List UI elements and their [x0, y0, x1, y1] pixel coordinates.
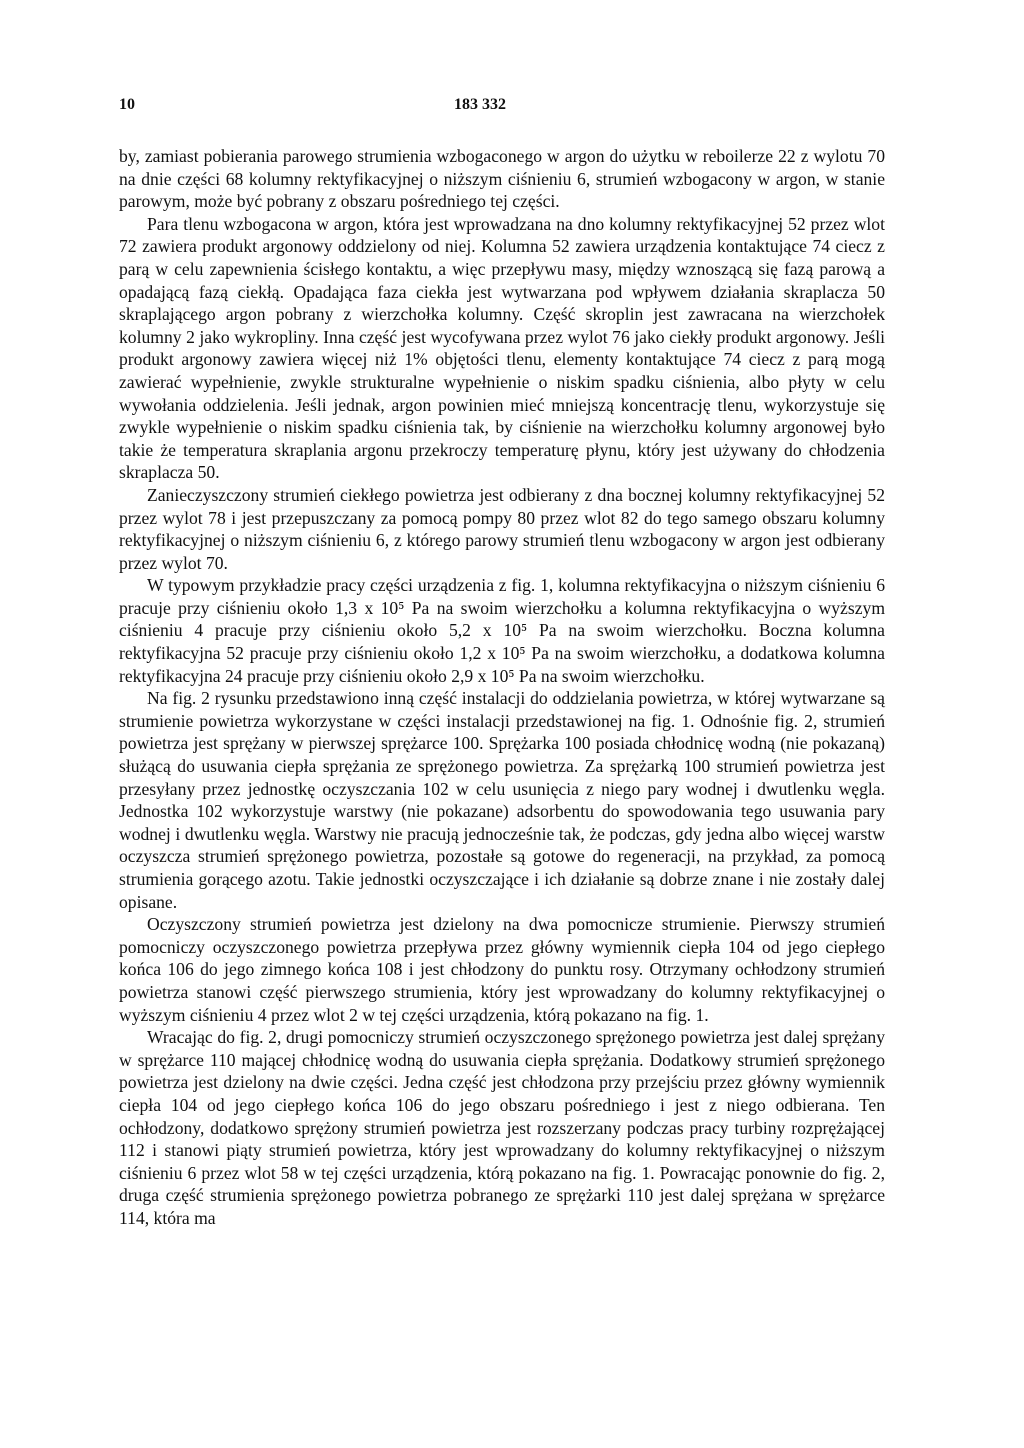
paragraph: Zanieczyszczony strumień ciekłego powietrza jest odbierany z dna bocznej kolumny rektyfikacyjnej 52 przez wylot 78 i jest przepuszczany za pomocą pompy 80 przez wlot 82 do tego samego obszaru kolumny rektyfikacyjnej o niższym ciśnieniu 6, z którego parowy strumień tlenu wzbogacony w argon jest odbierany przez wylot 70.: [119, 484, 885, 573]
paragraph: Para tlenu wzbogacona w argon, która jest wprowadzana na dno kolumny rektyfikacyjnej 52 przez wlot 72 zawiera produkt argonowy oddzielony od niej. Kolumna 52 zawiera urządzenia kontaktujące 74 ciecz z parą w celu zapewnienia ścisłego kontaktu, a więc przepływu masy, między wznoszącą się fazą parową a opadającą fazą ciekłą. Opadająca faza ciekła jest wytwarzana pod wpływem działania skraplacza 50 skraplającego argon pobrany z wierzchołka kolumny. Część skroplin jest zawracana na wierzchołek kolumny 2 jako wykropliny. Inna część jest wycofywana przez wylot 76 jako ciekły produkt argonowy. Jeśli produkt argonowy zawiera więcej niż 1% objętości tlenu, elementy kontaktujące 74 ciecz z parą mogą zawierać wypełnienie, zwykle strukturalne wypełnienie o niskim spadku ciśnienia, albo płyty w celu wywołania oddzielenia. Jeśli jednak, argon powinien mieć mniejszą koncentrację tlenu, wykorzystuje się zwykle wypełnienie o niskim spadku ciśnienia tak, by ciśnienie na wierzchołku kolumny argonowej było takie że temperatura skraplania argonu przekroczy temperaturę płynu, który jest używany do chłodzenia skraplacza 50.: [119, 213, 885, 483]
document-number: 183 332: [454, 96, 506, 113]
paragraph: by, zamiast pobierania parowego strumienia wzbogaconego w argon do użytku w reboilerze 22 z wylotu 70 na dnie części 68 kolumny rektyfikacyjnej o niższym ciśnieniu 6, strumień wzbogacony w argon, w stanie parowym, może być pobrany z obszaru pośredniego tej części.: [119, 146, 885, 212]
paragraph: Wracając do fig. 2, drugi pomocniczy strumień oczyszczonego sprężonego powietrza jest dalej sprężany w sprężarce 110 mającej chłodnicę wodną do usuwania ciepła sprężania. Dodatkowy strumień sprężonego powietrza jest dzielony na dwie części. Jedna część jest chłodzona przy przejściu przez główny wymiennik ciepła 104 od jego ciepłego końca 106 do jego obszaru pośredniego i jest z niego odbierana. Ten ochłodzony, dodatkowo sprężony strumień powietrza jest rozszerzany podczas pracy turbiny rozprężającej 112 i stanowi piąty strumień powietrza, który jest wprowadzany do kolumny rektyfikacyjnej o niższym ciśnieniu 6 przez wlot 58 w tej części urządzenia, którą pokazano na fig. 1. Powracając ponownie do fig. 2, druga część strumienia sprężonego powietrza pobranego ze sprężarki 110 jest dalej sprężana w sprężarce 114, która ma: [119, 1027, 885, 1228]
paragraph: Na fig. 2 rysunku przedstawiono inną część instalacji do oddzielania powietrza, w której wytwarzane są strumienie powietrza wykorzystane w części instalacji przedstawionej na fig. 1. Odnośnie fig. 2, strumień powietrza jest sprężany w pierwszej sprężarce 100. Sprężarka 100 posiada chłodnicę wodną (nie pokazaną) służącą do usuwania ciepła sprężania ze sprężonego powietrza. Za sprężarką 100 strumień powietrza jest przesyłany przez jednostkę oczyszczania 102 w celu usunięcia z niego pary wodnej i dwutlenku węgla. Jednostka 102 wykorzystuje warstwy (nie pokazane) adsorbentu do spowodowania tego usuwania pary wodnej i dwutlenku węgla. Warstwy nie pracują jednocześnie tak, że podczas, gdy jedna albo więcej warstw oczyszcza strumień sprężonego powietrza, pozostałe są gotowe do regeneracji, na przykład, za pomocą strumienia gorącego azotu. Takie jednostki oczyszczające i ich działanie są dobrze znane i nie zostały dalej opisane.: [119, 688, 885, 912]
paragraph: Oczyszczony strumień powietrza jest dzielony na dwa pomocnicze strumienie. Pierwszy strumień pomocniczy oczyszczonego powietrza przepływa przez główny wymiennik ciepła 104 od jego ciepłego końca 106 do jego zimnego końca 108 i jest chłodzony do punktu rosy. Otrzymany ochłodzony strumień powietrza stanowi część pierwszego strumienia, który jest wprowadzany do kolumny rektyfikacyjnej o wyższym ciśnieniu 4 przez wlot 2 w tej części urządzenia, którą pokazano na fig. 1.: [119, 914, 885, 1025]
page-header: [119, 96, 885, 120]
body-text: [119, 145, 885, 1230]
paragraph: W typowym przykładzie pracy części urządzenia z fig. 1, kolumna rektyfikacyjna o niższym ciśnieniu 6 pracuje przy ciśnieniu około 1,3 x 10⁵ Pa na swoim wierzchołku a kolumna rektyfikacyjna o wyższym ciśnieniu 4 pracuje przy ciśnieniu około 5,2 x 10⁵ Pa na swoim wierzchołku. Boczna kolumna rektyfikacyjna 52 pracuje przy ciśnieniu około 1,2 x 10⁵ Pa na swoim wierzchołku, a dodatkowa kolumna rektyfikacyjna 24 pracuje przy ciśnieniu około 2,9 x 10⁵ Pa na swoim wierzchołku.: [119, 575, 885, 686]
page-number: 10: [119, 96, 135, 113]
